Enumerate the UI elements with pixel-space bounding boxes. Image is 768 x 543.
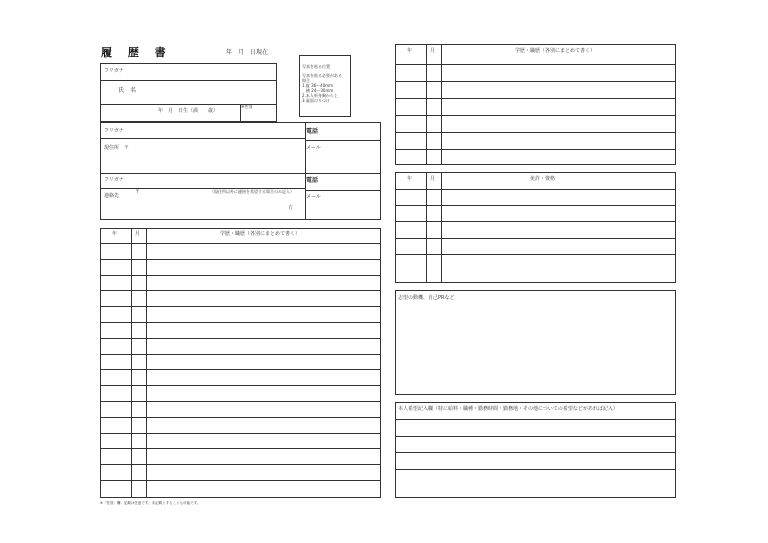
contact-suffix: 方 (288, 205, 294, 211)
date-line: 年 月 日現在 (226, 49, 269, 56)
table-row[interactable] (396, 115, 675, 116)
month-header: 月 (135, 231, 141, 237)
table-row[interactable] (101, 417, 380, 418)
table-row[interactable] (101, 322, 380, 323)
table-row[interactable] (396, 452, 675, 453)
month-header: 月 (430, 48, 436, 54)
history-header: 学歴・職歴（各別にまとめて書く） (515, 48, 596, 54)
table-row[interactable] (101, 433, 380, 434)
motivation-box[interactable] (395, 290, 676, 395)
motivation-label: 志望の動機、自己PRなど (398, 295, 455, 301)
history-header: 学歴・職歴（各別にまとめて書く） (220, 231, 301, 237)
table-row[interactable] (396, 221, 675, 222)
footer-note: ※「性別」欄：記載は任意です。未記載とすることも可能です。 (100, 501, 201, 505)
contact-label: 連絡先 (104, 193, 120, 199)
email-label: メール (306, 194, 321, 200)
photo-line: 場合 (302, 78, 310, 83)
email-label: メール (306, 145, 321, 151)
page-title: 履 歴 書 (101, 46, 172, 59)
table-row[interactable] (396, 419, 675, 420)
table-row[interactable] (101, 464, 380, 465)
table-row[interactable] (101, 306, 380, 307)
table-row[interactable] (101, 385, 380, 386)
table-row[interactable] (101, 275, 380, 276)
table-row[interactable] (101, 290, 380, 291)
phone-label: 電話 (306, 177, 319, 184)
photo-line: 3.裏面のりづけ (302, 98, 330, 103)
address-label: 現住所 〒 (104, 145, 130, 151)
year-header: 年 (407, 176, 413, 182)
furigana-label: フリガナ (104, 68, 124, 74)
name-label: 氏 名 (118, 87, 137, 94)
furigana-label: フリガナ (104, 177, 124, 183)
licenses-table (395, 172, 676, 283)
table-row[interactable] (396, 205, 675, 206)
photo-line: 2.本人単身胸から上 (302, 93, 338, 98)
history-table-left (100, 228, 381, 498)
month-header: 月 (430, 176, 436, 182)
table-row[interactable] (101, 243, 380, 244)
table-row[interactable] (101, 369, 380, 370)
photo-line: 写真を貼る必要がある (302, 73, 342, 78)
table-row[interactable] (101, 480, 380, 481)
photo-line: 横 24〜30mm (302, 88, 334, 93)
table-row[interactable] (101, 401, 380, 402)
year-header: 年 (407, 48, 413, 54)
licenses-header: 免許・資格 (530, 176, 556, 182)
table-row[interactable] (101, 338, 380, 339)
history-table-right (395, 44, 676, 165)
furigana-label: フリガナ (104, 128, 124, 134)
table-row[interactable] (396, 238, 675, 239)
photo-box (299, 55, 351, 117)
table-row[interactable] (396, 436, 675, 437)
contact-postal: 〒 (135, 189, 141, 195)
table-row[interactable] (396, 469, 675, 470)
table-row[interactable] (101, 354, 380, 355)
requests-table (395, 402, 676, 498)
table-row[interactable] (396, 149, 675, 150)
address-section (100, 122, 381, 220)
year-header: 年 (112, 231, 118, 237)
table-row[interactable] (101, 259, 380, 260)
table-row[interactable] (396, 132, 675, 133)
table-row[interactable] (396, 189, 675, 190)
phone-label: 電話 (306, 128, 319, 135)
table-row[interactable] (101, 448, 380, 449)
photo-line: 写真を貼る位置 (302, 64, 330, 69)
photo-line: 1.縦 36〜40mm (302, 83, 334, 88)
table-row[interactable] (396, 64, 675, 65)
gender-label: ※性別 (241, 104, 253, 109)
table-row[interactable] (396, 254, 675, 255)
birth-line: 年 月 日生（満 歳） (158, 108, 219, 114)
contact-note: （現住所以外に連絡を希望する場合のみ記入） (210, 189, 294, 194)
requests-label: 本人希望記入欄（特に給料・職種・勤務時間・勤務地・その他についての希望などがあれば記入） (398, 406, 618, 412)
table-row[interactable] (396, 81, 675, 82)
table-row[interactable] (396, 98, 675, 99)
